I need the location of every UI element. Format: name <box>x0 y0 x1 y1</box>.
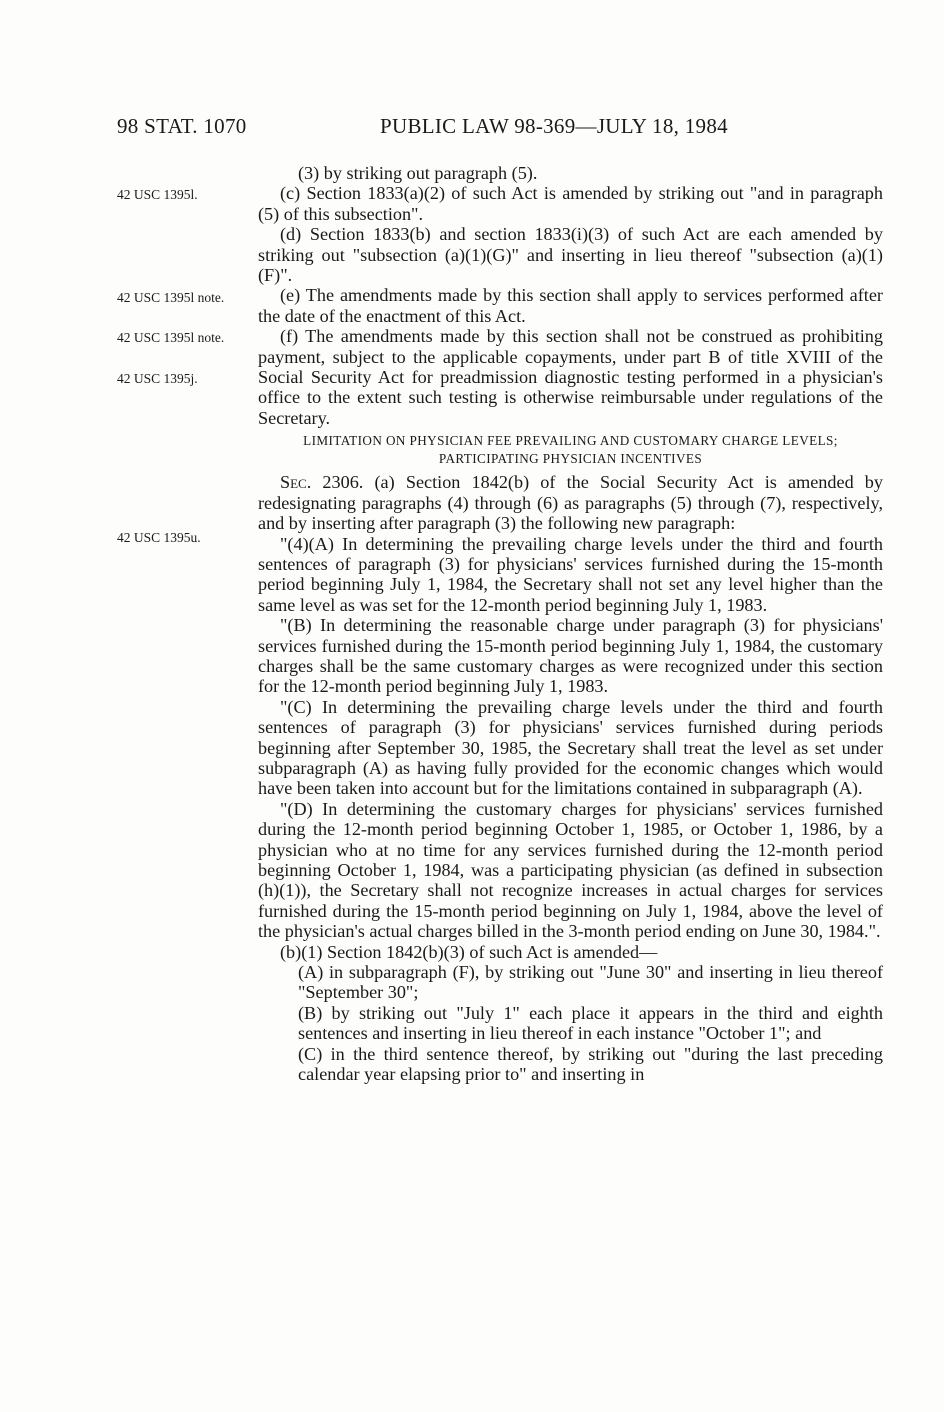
paragraph <box>258 472 883 533</box>
paragraph: (f) The amendments made by this section shall not be construed as prohibiting payment, subject to the applicable copayments, under part B of title XVIII of the Social Security Act for preadmission diagnostic testing performed in a physician's office to the extent such testing is otherwise reimbursable under regulations of the Secretary. <box>258 326 883 428</box>
page-citation: 98 STAT. 1070 <box>117 114 247 138</box>
main-text <box>258 163 883 1084</box>
margin-note: 42 USC 1395j. <box>117 371 198 386</box>
paragraph: (3) by striking out paragraph (5). <box>298 163 538 183</box>
section-text: 2306. (a) Section 1842(b) of the Social Security Act is amended by redesignating paragraphs (4) through (6) as paragraphs (5) through (7), respectively, and by inserting after paragraph (3) the following new paragraph: <box>258 472 883 534</box>
paragraph: (e) The amendments made by this section shall apply to services performed after the date of the enactment of this Act. <box>258 285 883 326</box>
paragraph: "(C) In determining the prevailing charge levels under the third and fourth sentences of paragraph (3) for physicians' services furnished during periods beginning after September 30, 1985, the Secretary shall treat the level as set under subparagraph (A) as having fully provided for the economic changes which would have been taken into account but for the limitations contained in subparagraph (A). <box>258 696 883 799</box>
paragraph: "(4)(A) In determining the prevailing charge levels under the third and fourth sentences of paragraph (3) for physicians' services furnished during the 15-month period beginning July 1, 1984, the Secretary shall not set any level higher than the same level as was set for the 12-month period beginning July 1, 1983. <box>258 533 883 615</box>
running-head: PUBLIC LAW 98-369—JULY 18, 1984 <box>380 114 728 138</box>
section-label: Sec. <box>280 472 312 493</box>
margin-note: 42 USC 1395l note. <box>117 290 225 305</box>
paragraph: (d) Section 1833(b) and section 1833(i)(3) of such Act are each amended by striking out "subsection (a)(1)(G)" and inserting in lieu thereof "subsection (a)(1)(F)". <box>258 224 883 286</box>
paragraph: "(D) In determining the customary charges for physicians' services furnished during the 12-month period beginning October 1, 1985, or October 1, 1986, by a physician who at no time for any services furnished during the 12-month period beginning October 1, 1984, was a participating physician (as defined in subsection (h)(1)), the Secretary shall not recognize increases in actual charges for services furnished during the 15-month period beginning on July 1, 1984, above the level of the physician's actual charges billed in the 3-month period ending on June 30, 1984.". <box>258 798 883 942</box>
section-heading: LIMITATION ON PHYSICIAN FEE PREVAILING AND CUSTOMARY CHARGE LEVELS; PARTICIPATING PHYSICIAN INCENTIVES <box>303 433 838 467</box>
clause: (B) by striking out "July 1" each place it appears in the third and eighth sentences and inserting in lieu thereof in each instance "October 1"; and <box>298 1002 883 1044</box>
clause: (C) in the third sentence thereof, by striking out "during the last preceding calendar year elapsing prior to" and inserting in <box>298 1043 883 1085</box>
paragraph: (b)(1) Section 1842(b)(3) of such Act is amended— <box>280 941 658 962</box>
margin-note: 42 USC 1395l. <box>117 187 198 202</box>
paragraph: "(B) In determining the reasonable charge under paragraph (3) for physicians' services furnished during the 15-month period beginning July 1, 1984, the customary charges shall be the same customary charges as were recognized under this section for the 12-month period beginning July 1, 1983. <box>258 615 883 697</box>
margin-note: 42 USC 1395l note. <box>117 330 225 345</box>
paragraph: (c) Section 1833(a)(2) of such Act is amended by striking out "and in paragraph (5) of this subsection". <box>258 183 883 224</box>
clause: (A) in subparagraph (F), by striking out "June 30" and inserting in lieu thereof "September 30"; <box>298 962 883 1003</box>
margin-note: 42 USC 1395u. <box>117 530 201 545</box>
